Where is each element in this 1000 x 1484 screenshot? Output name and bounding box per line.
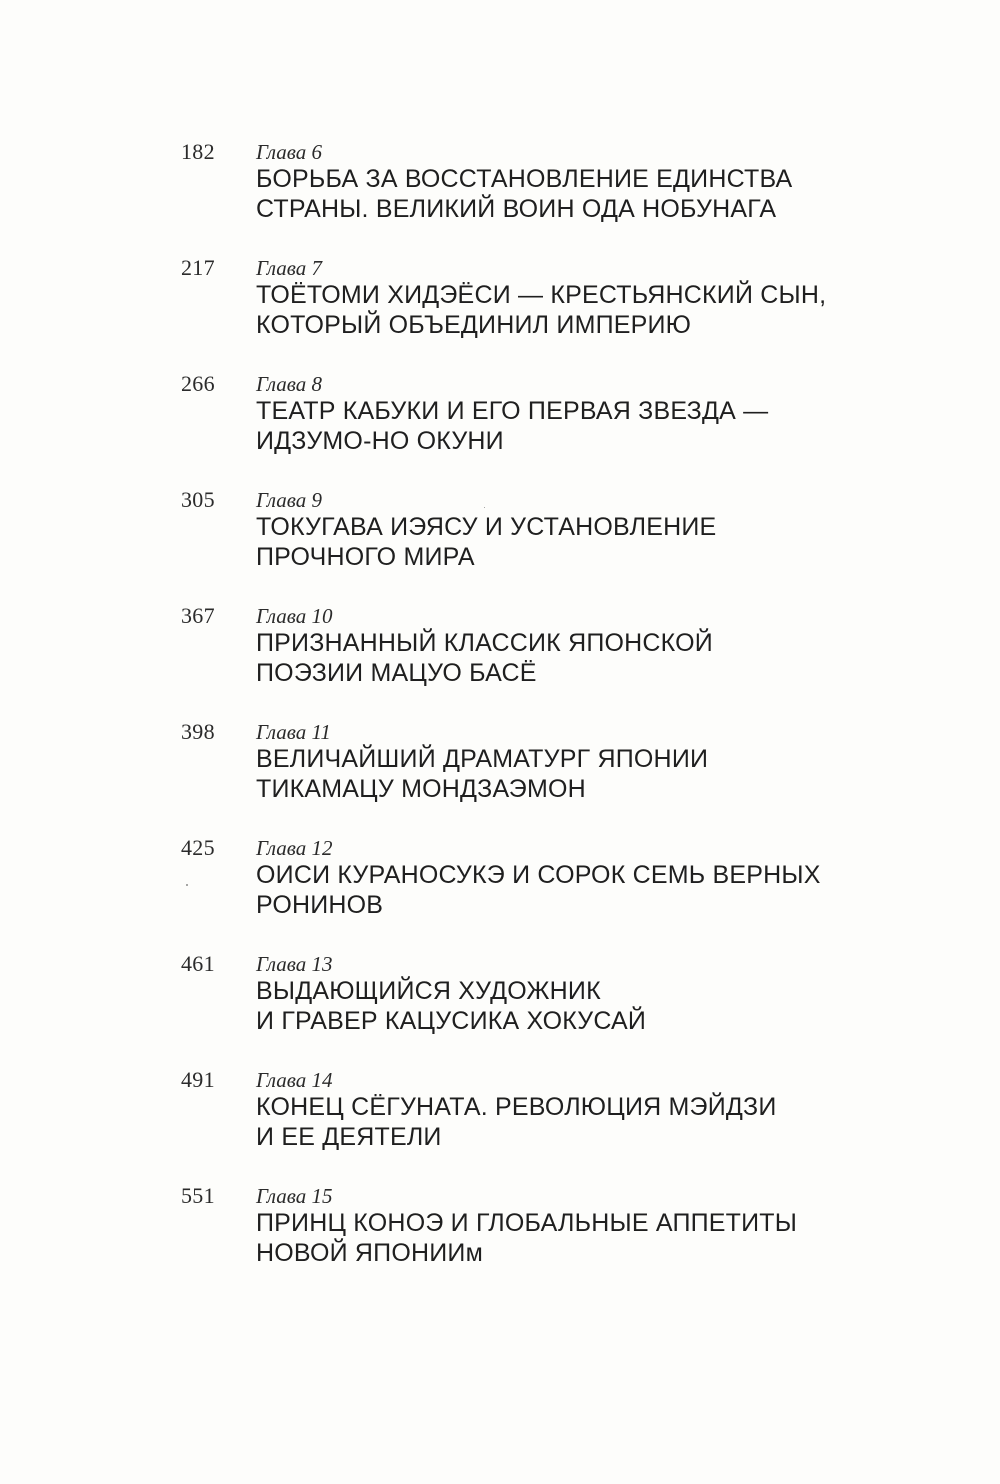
page-number: 551 bbox=[181, 1183, 215, 1208]
chapter-title-line: ПРИНЦ КОНОЭ И ГЛОБАЛЬНЫЕ АППЕТИТЫ bbox=[256, 1209, 798, 1237]
chapter-title-line: ТОКУГАВА ИЭЯСУ И УСТАНОВЛЕНИЕ bbox=[256, 513, 717, 541]
toc-entry bbox=[0, 127, 1000, 243]
toc-entry bbox=[0, 707, 1000, 823]
toc-entry bbox=[0, 939, 1000, 1055]
page-number: 425 bbox=[181, 835, 215, 860]
chapter-title bbox=[256, 1208, 896, 1268]
page-number: 266 bbox=[181, 371, 215, 396]
chapter-title-line: НОВОЙ ЯПОНИИм bbox=[256, 1239, 483, 1267]
chapter-title bbox=[256, 860, 896, 920]
chapter-title-line: РОНИНОВ bbox=[256, 891, 384, 919]
chapter-title-line: ПРИЗНАННЫЙ КЛАССИК ЯПОНСКОЙ bbox=[256, 629, 713, 657]
toc-entry bbox=[0, 475, 1000, 591]
chapter-title bbox=[256, 512, 896, 572]
page-number: 305 bbox=[181, 487, 215, 512]
chapter-title-line: ТЕАТР КАБУКИ И ЕГО ПЕРВАЯ ЗВЕЗДА — bbox=[256, 397, 769, 425]
toc-entry bbox=[0, 243, 1000, 359]
chapter-title bbox=[256, 628, 896, 688]
toc-entry bbox=[0, 823, 1000, 939]
scan-speck bbox=[484, 507, 485, 508]
chapter-title bbox=[256, 976, 896, 1036]
scan-speck bbox=[186, 884, 188, 886]
chapter-label: Глава 13 bbox=[256, 952, 333, 976]
chapter-title-line: КОНЕЦ СЁГУНАТА. РЕВОЛЮЦИЯ МЭЙДЗИ bbox=[256, 1093, 777, 1121]
chapter-title bbox=[256, 1092, 896, 1152]
chapter-title bbox=[256, 744, 896, 804]
toc-entry bbox=[0, 1055, 1000, 1171]
chapter-label: Глава 7 bbox=[256, 256, 322, 280]
chapter-label: Глава 10 bbox=[256, 604, 333, 628]
chapter-label: Глава 8 bbox=[256, 372, 322, 396]
page-number: 461 bbox=[181, 951, 215, 976]
chapter-title bbox=[256, 164, 896, 224]
page-number: 491 bbox=[181, 1067, 215, 1092]
chapter-title-line: И ЕЕ ДЕЯТЕЛИ bbox=[256, 1123, 442, 1151]
toc-entry bbox=[0, 359, 1000, 475]
chapter-title-line: ВЫДАЮЩИЙСЯ ХУДОЖНИК bbox=[256, 977, 601, 1005]
chapter-label: Глава 6 bbox=[256, 140, 322, 164]
chapter-title-line: ПРОЧНОГО МИРА bbox=[256, 543, 475, 571]
toc-entry bbox=[0, 591, 1000, 707]
toc-entry bbox=[0, 1171, 1000, 1287]
chapter-title bbox=[256, 280, 896, 340]
page-number: 398 bbox=[181, 719, 215, 744]
chapter-label: Глава 12 bbox=[256, 836, 333, 860]
page-number: 217 bbox=[181, 255, 215, 280]
chapter-label: Глава 14 bbox=[256, 1068, 333, 1092]
chapter-title-line: КОТОРЫЙ ОБЪЕДИНИЛ ИМПЕРИЮ bbox=[256, 311, 692, 339]
chapter-title-line: СТРАНЫ. ВЕЛИКИЙ ВОИН ОДА НОБУНАГА bbox=[256, 195, 777, 223]
chapter-title bbox=[256, 396, 896, 456]
chapter-title-line: ПОЭЗИИ МАЦУО БАСЁ bbox=[256, 659, 537, 687]
table-of-contents bbox=[0, 127, 1000, 1287]
chapter-title-line: БОРЬБА ЗА ВОССТАНОВЛЕНИЕ ЕДИНСТВА bbox=[256, 165, 793, 193]
chapter-label: Глава 11 bbox=[256, 720, 331, 744]
chapter-label: Глава 15 bbox=[256, 1184, 333, 1208]
page-number: 182 bbox=[181, 139, 215, 164]
chapter-title-line: ИДЗУМО-НО ОКУНИ bbox=[256, 427, 504, 455]
page-number: 367 bbox=[181, 603, 215, 628]
chapter-title-line: ВЕЛИЧАЙШИЙ ДРАМАТУРГ ЯПОНИИ bbox=[256, 745, 709, 773]
chapter-title-line: ОИСИ КУРАНОСУКЭ И СОРОК СЕМЬ ВЕРНЫХ bbox=[256, 861, 821, 889]
chapter-title-line: ТИКАМАЦУ МОНДЗАЭМОН bbox=[256, 775, 586, 803]
chapter-label: Глава 9 bbox=[256, 488, 322, 512]
chapter-title-line: И ГРАВЕР КАЦУСИКА ХОКУСАЙ bbox=[256, 1007, 647, 1035]
chapter-title-line: ТОЁТОМИ ХИДЭЁСИ — КРЕСТЬЯНСКИЙ СЫН, bbox=[256, 281, 827, 309]
